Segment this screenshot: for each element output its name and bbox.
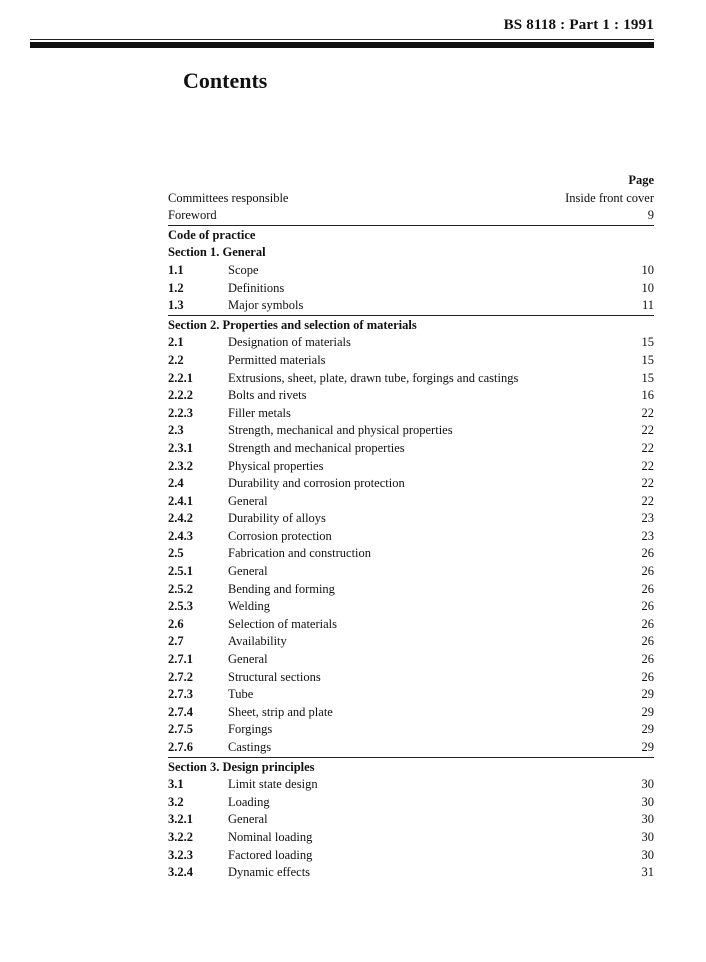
toc-entry-page: 30 <box>641 794 654 809</box>
toc-entry-title: Foreword <box>168 208 217 223</box>
toc-entry-number: 2.7.4 <box>168 704 193 719</box>
toc-entry <box>168 563 654 581</box>
toc-entry <box>168 686 654 704</box>
toc-entry <box>168 334 654 352</box>
toc-entry-number: 2.1 <box>168 335 184 350</box>
toc-entry-number: 2.4.3 <box>168 528 193 543</box>
toc-entry <box>168 598 654 616</box>
toc-entry-page: 23 <box>641 528 654 543</box>
toc-entry-number: 2.7.5 <box>168 722 193 737</box>
toc-entry-title: Dynamic effects <box>228 865 311 880</box>
toc-entry-page: 29 <box>641 704 654 719</box>
toc-entry-title: General <box>228 652 268 667</box>
toc-entry-title: Bending and forming <box>228 581 335 596</box>
toc-entry-title: Factored loading <box>228 847 313 862</box>
toc-entry-page: 16 <box>641 388 654 403</box>
toc-section-heading <box>168 244 654 262</box>
toc-entry-number: 1.1 <box>168 262 184 277</box>
toc-entry-page: 9 <box>647 208 654 223</box>
toc-entry-page: 29 <box>641 740 654 754</box>
toc-entry <box>168 704 654 722</box>
toc-entry <box>168 633 654 651</box>
toc-entry <box>168 545 654 563</box>
toc-entry-page: 26 <box>641 564 654 579</box>
toc-entry-title: General <box>228 564 268 579</box>
toc-entry-page: 11 <box>641 298 654 313</box>
toc-entry-title: Filler metals <box>228 405 291 420</box>
toc-entry-title: Bolts and rivets <box>228 388 307 403</box>
toc-section-heading <box>168 227 654 245</box>
toc-entry <box>168 776 654 794</box>
toc-entry-title: Scope <box>228 262 259 277</box>
toc-entry-page: 26 <box>641 634 654 649</box>
toc-entry-title: Designation of materials <box>228 335 351 350</box>
toc-entry-number: 2.5 <box>168 546 184 561</box>
toc-entry <box>168 669 654 687</box>
toc-entry-page: 10 <box>641 262 654 277</box>
toc-entry-number: 2.5.2 <box>168 581 193 596</box>
toc-entry-number: 2.7.3 <box>168 687 193 702</box>
toc-entry-page: 22 <box>641 440 654 455</box>
toc-entry-title: Castings <box>228 740 272 754</box>
toc-entry-page: 30 <box>641 777 654 792</box>
toc-entry-number: 2.4.2 <box>168 511 193 526</box>
toc-entry-page: 22 <box>641 476 654 491</box>
header-rule-thick <box>30 42 654 48</box>
toc-entry <box>168 794 654 812</box>
toc-entry <box>168 280 654 298</box>
toc-entry <box>168 510 654 528</box>
toc-entry-page: 30 <box>641 847 654 862</box>
page-column-header <box>168 172 654 190</box>
toc-entry-number: 2.3 <box>168 423 184 438</box>
toc-entry-title: Availability <box>228 634 287 649</box>
toc-entry-title: Strength, mechanical and physical properties <box>228 423 453 438</box>
toc-entry-number: 2.3.1 <box>168 440 193 455</box>
toc-entry <box>168 370 654 388</box>
toc-entry-page: 22 <box>641 458 654 473</box>
toc-entry-title: Limit state design <box>228 777 318 792</box>
toc-section-heading <box>168 759 654 777</box>
toc-entry-page: 22 <box>641 405 654 420</box>
toc-entry-number: 3.2.4 <box>168 865 193 880</box>
toc-entry <box>168 352 654 370</box>
toc-entry-number: 3.2.1 <box>168 812 193 827</box>
toc-entry-title: Forgings <box>228 722 273 737</box>
toc-entry <box>168 651 654 669</box>
toc-section-heading <box>168 317 654 335</box>
toc-entry-page: 15 <box>641 352 654 367</box>
toc-entry <box>168 616 654 634</box>
toc-entry-title: Definitions <box>228 280 285 295</box>
toc-entry-title: Fabrication and construction <box>228 546 372 561</box>
toc-entry-number: 1.3 <box>168 298 184 313</box>
document-id-header: BS 8118 : Part 1 : 1991 <box>503 17 654 33</box>
toc-entry-title: Major symbols <box>228 298 304 313</box>
toc-entry-page: 26 <box>641 652 654 667</box>
toc-entry-number: 3.2.2 <box>168 829 193 844</box>
toc-entry <box>168 207 654 226</box>
header-rule-thin <box>30 39 654 40</box>
toc-entry-page: 29 <box>641 722 654 737</box>
toc-entry-title: Durability of alloys <box>228 511 326 526</box>
toc-entry-number: 3.2 <box>168 794 184 809</box>
toc-entry-title: Welding <box>228 599 271 614</box>
toc-entry <box>168 262 654 280</box>
toc-entry-page: 22 <box>641 423 654 438</box>
toc-entry-title: Section 2. Properties and selection of materials <box>168 317 417 332</box>
toc-entry-number: 2.3.2 <box>168 458 193 473</box>
toc-entry <box>168 440 654 458</box>
toc-entry <box>168 405 654 423</box>
toc-entry-number: 2.7.1 <box>168 652 193 667</box>
toc-entry <box>168 811 654 829</box>
toc-entry-page: Inside front cover <box>565 190 654 205</box>
toc-entry-title: Strength and mechanical properties <box>228 440 405 455</box>
toc-entry-title: Selection of materials <box>228 616 337 631</box>
toc-entry-number: 3.2.3 <box>168 847 193 862</box>
toc-entry-title: Tube <box>228 687 254 702</box>
toc-entry-number: 2.4 <box>168 476 184 491</box>
toc-entry <box>168 422 654 440</box>
toc-entry-title: Committees responsible <box>168 190 289 205</box>
toc-entry <box>168 475 654 493</box>
toc-entry-page: 31 <box>641 865 654 880</box>
toc-entry-title: Section 3. Design principles <box>168 759 315 774</box>
toc-entry-title: Durability and corrosion protection <box>228 476 405 491</box>
toc-entry-number: 2.2.3 <box>168 405 193 420</box>
toc-entry <box>168 739 654 758</box>
toc-entry-title: Nominal loading <box>228 829 313 844</box>
toc-entry-page: 23 <box>641 511 654 526</box>
toc-entry-title: Section 1. General <box>168 245 266 260</box>
toc-entry <box>168 829 654 847</box>
toc-entry <box>168 458 654 476</box>
toc-entry-page: 26 <box>641 599 654 614</box>
toc-entry-title: Sheet, strip and plate <box>228 704 333 719</box>
toc-entry <box>168 864 654 882</box>
toc-entry-page: 15 <box>641 370 654 385</box>
toc-entry-number: 2.5.1 <box>168 564 193 579</box>
toc-entry <box>168 528 654 546</box>
toc-entry-number: 2.7.2 <box>168 669 193 684</box>
toc-entry <box>168 721 654 739</box>
toc-entry-title: Structural sections <box>228 669 321 684</box>
toc-entry <box>168 581 654 599</box>
toc-entry-page: 26 <box>641 546 654 561</box>
toc-entry-page: 30 <box>641 812 654 827</box>
toc-entry-page: 29 <box>641 687 654 702</box>
toc-entry-page: 10 <box>641 280 654 295</box>
toc-entry-number: 2.5.3 <box>168 599 193 614</box>
table-of-contents <box>168 172 654 882</box>
toc-entry-number: 2.4.1 <box>168 493 193 508</box>
toc-entry-page: 26 <box>641 669 654 684</box>
toc-entry <box>168 847 654 865</box>
toc-entry-number: 2.2.2 <box>168 388 193 403</box>
toc-entry-title: Code of practice <box>168 227 256 242</box>
toc-entry-title: Loading <box>228 794 270 809</box>
toc-entry-number: 2.6 <box>168 616 184 631</box>
toc-entry <box>168 297 654 316</box>
toc-entry-title: Extrusions, sheet, plate, drawn tube, forgings and castings <box>228 370 519 385</box>
toc-entry-number: 2.2.1 <box>168 370 193 385</box>
page-title: Contents <box>183 68 268 93</box>
toc-entry-title: Corrosion protection <box>228 528 332 543</box>
toc-entry-number: 3.1 <box>168 777 184 792</box>
toc-entry-title: General <box>228 493 268 508</box>
toc-entry-number: 2.7 <box>168 634 184 649</box>
toc-entry-page: 22 <box>641 493 654 508</box>
toc-entry-number: 2.7.6 <box>168 740 193 754</box>
toc-entry-page: 26 <box>641 581 654 596</box>
toc-entry <box>168 387 654 405</box>
toc-entry-title: Physical properties <box>228 458 324 473</box>
toc-entry-number: 2.2 <box>168 352 184 367</box>
page-column-label: Page <box>628 173 654 187</box>
toc-entry-page: 15 <box>641 335 654 350</box>
toc-entry <box>168 493 654 511</box>
toc-entry-number: 1.2 <box>168 280 184 295</box>
toc-entry-page: 26 <box>641 616 654 631</box>
toc-entry-title: General <box>228 812 268 827</box>
toc-entry-page: 30 <box>641 829 654 844</box>
toc-entry <box>168 190 654 208</box>
toc-entry-title: Permitted materials <box>228 352 326 367</box>
